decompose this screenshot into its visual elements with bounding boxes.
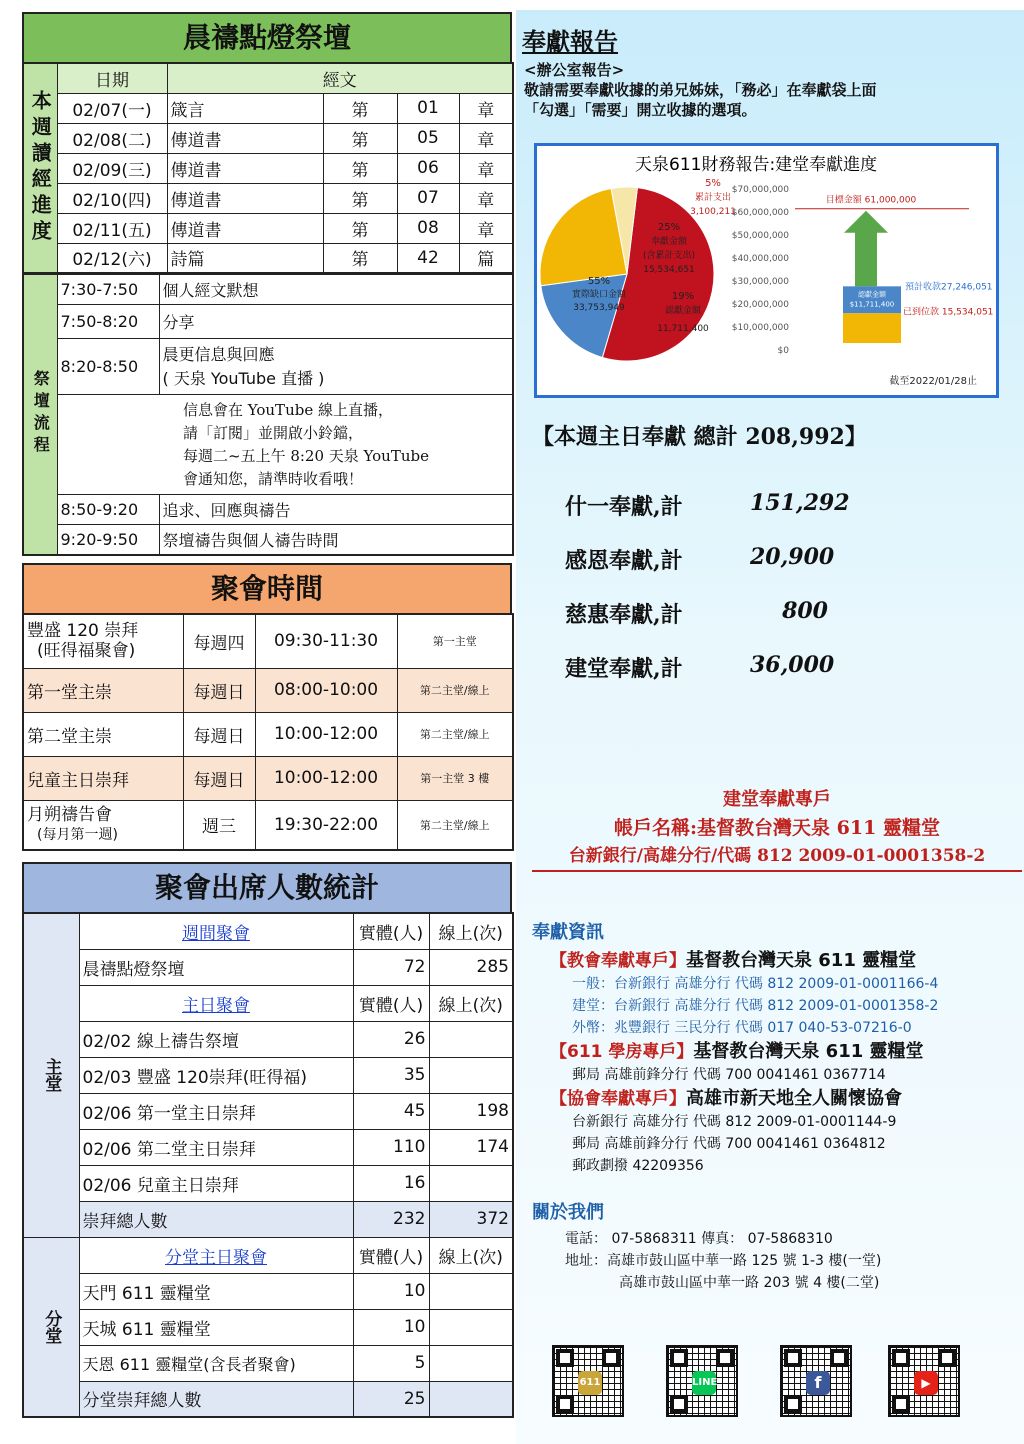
flow-item-line: ( 天泉 YouTube 直播 ) <box>162 368 325 388</box>
pledged-value: $11,711,400 <box>849 300 895 309</box>
branch-total: 25 <box>353 1381 429 1417</box>
flow-item: 個人經文默想 <box>159 275 513 305</box>
total-physical: 232 <box>353 1201 429 1237</box>
pie-label: (含累計支出) <box>642 251 696 261</box>
qr-code-line[interactable] <box>666 1345 738 1417</box>
offering-amount: 20,900 <box>750 544 835 570</box>
meeting-time: 09:30-11:30 <box>255 614 397 668</box>
meeting-sub: (每月第一週) <box>37 826 118 843</box>
col-date: 日期 <box>57 63 167 93</box>
meeting-name: 兒童主日崇拜 <box>23 756 183 800</box>
account-name: 基督教台灣天泉 611 靈糧堂 <box>686 950 917 971</box>
book: 箴言 <box>167 93 323 123</box>
account-name: 高雄市新天地全人關懷協會 <box>686 1088 902 1109</box>
attendance-table <box>22 912 514 1418</box>
offering-amount: 800 <box>782 598 828 624</box>
meeting-place: 第二主堂/線上 <box>397 668 513 712</box>
prefix: 第 <box>323 153 397 183</box>
total-label: 崇拜總人數 <box>79 1201 353 1237</box>
flow-item-line: 晨更信息與回應 <box>162 344 275 364</box>
meeting-row <box>23 756 513 800</box>
attendance-row <box>23 1273 513 1309</box>
pie-label: 累計支出 <box>694 193 732 203</box>
suffix: 章 <box>459 183 513 213</box>
meeting-time: 10:00-12:00 <box>255 712 397 756</box>
meeting-place: 第一主堂 <box>397 614 513 668</box>
meeting-day: 週三 <box>183 800 255 850</box>
reading-table <box>22 62 514 274</box>
meeting-name-text: 豐盛 120 崇拜 <box>27 621 139 642</box>
account-line: 建堂：台新銀行 高雄分行 代碼 812 2009-01-0001358-2 <box>572 998 939 1014</box>
online-count: 198 <box>429 1093 513 1129</box>
meeting-name: 第二堂主崇 <box>23 712 183 756</box>
meeting-row <box>23 668 513 712</box>
weekly-total: 【本週主日奉獻 總計 208,992】 <box>532 424 867 450</box>
online-count: 174 <box>429 1129 513 1165</box>
flow-side-label: 祭壇流程 <box>23 275 57 555</box>
reading-row <box>23 123 513 153</box>
account-line: 台新銀行 高雄分行 代碼 812 2009-01-0001144-9 <box>572 1114 897 1130</box>
offering-info <box>550 950 1020 1177</box>
reading-row <box>23 243 513 273</box>
building-account-title: 建堂奉獻專戶 <box>723 789 831 810</box>
flow-time: 9:20-9:50 <box>57 525 159 555</box>
axis-tick: $70,000,000 <box>731 185 789 195</box>
pie-label: 5% <box>705 178 721 189</box>
offering-title: 奉獻報告 <box>522 28 618 56</box>
youtube-note <box>159 395 513 495</box>
attendance-title: 聚會出席人數統計 <box>22 862 512 912</box>
meeting-day: 每週日 <box>183 668 255 712</box>
offering-amount: 36,000 <box>750 652 835 678</box>
meeting-day: 每週日 <box>183 756 255 800</box>
progress-arrow-head <box>844 211 888 233</box>
pie-label: 實際缺口金額 <box>571 290 627 300</box>
offering-row <box>565 490 850 521</box>
chart-title: 天泉611財務報告:建堂奉獻進度 <box>635 155 878 175</box>
offering-label: 感恩奉獻,計 <box>565 548 683 574</box>
meeting-row <box>23 712 513 756</box>
pie-label: 11,711,400 <box>657 324 709 334</box>
account-line: 郵局 高雄前鋒分行 代碼 700 0041461 0367714 <box>572 1067 886 1083</box>
physical-count: 35 <box>353 1057 429 1093</box>
chapter: 07 <box>397 183 459 213</box>
flow-time: 8:20-8:50 <box>57 339 159 395</box>
branch-label: 分堂 <box>23 1237 79 1417</box>
note-line: 「勾選」「需要」開立收據的選項。 <box>524 101 757 119</box>
account-line: 一般：台新銀行 高雄分行 代碼 812 2009-01-0001166-4 <box>572 976 939 992</box>
progress-arrow-shaft <box>855 231 877 287</box>
flow-time: 8:50-9:20 <box>57 495 159 525</box>
branch-heading: 分堂主日聚會 <box>79 1237 353 1273</box>
physical-count: 110 <box>353 1129 429 1165</box>
note-line: 敬請需要奉獻收據的弟兄姊妹，「務必」在奉獻袋上面 <box>524 81 877 99</box>
prefix: 第 <box>323 93 397 123</box>
chapter: 01 <box>397 93 459 123</box>
col-online: 線上(次) <box>429 1237 513 1273</box>
offering-info-title: 奉獻資訊 <box>532 922 604 943</box>
offering-label: 什一奉獻,計 <box>565 494 683 520</box>
branch-total-row <box>23 1381 513 1417</box>
attendance-section <box>22 862 512 1418</box>
total-online: 372 <box>429 1201 513 1237</box>
suffix: 章 <box>459 153 513 183</box>
offering-label: 慈惠奉獻,計 <box>565 602 683 628</box>
pie-label: 25% <box>657 222 681 233</box>
qr-code-youtube[interactable] <box>888 1345 960 1417</box>
meeting-time: 08:00-10:00 <box>255 668 397 712</box>
flow-item <box>159 339 513 395</box>
qr-code-facebook[interactable] <box>780 1345 852 1417</box>
book: 傳道書 <box>167 213 323 243</box>
attendance-total-row <box>23 1201 513 1237</box>
axis-tick: $30,000,000 <box>731 277 789 287</box>
note-line: 信息會在 YouTube 線上直播， <box>183 400 393 419</box>
weekday-heading: 週間聚會 <box>79 913 353 949</box>
attendance-row <box>23 1093 513 1129</box>
meeting-name: 02/06 第一堂主日崇拜 <box>79 1093 353 1129</box>
book: 傳道書 <box>167 183 323 213</box>
building-account <box>532 786 1022 872</box>
prefix: 第 <box>323 183 397 213</box>
reading-title: 晨禱點燈祭壇 <box>22 12 512 62</box>
book: 傳道書 <box>167 153 323 183</box>
attendance-row <box>23 1345 513 1381</box>
date: 02/12(六) <box>57 243 167 273</box>
account-line: 外幣：兆豐銀行 三民分行 代碼 017 040-53-07216-0 <box>572 1020 912 1036</box>
meetings-title: 聚會時間 <box>22 563 512 613</box>
attendance-row <box>23 1021 513 1057</box>
account-line: 郵局 高雄前鋒分行 代碼 700 0041461 0364812 <box>572 1136 886 1152</box>
col-physical: 實體(人) <box>353 985 429 1021</box>
account-line: 郵政劃撥 42209356 <box>572 1158 704 1174</box>
suffix: 章 <box>459 123 513 153</box>
online-count <box>429 1021 513 1057</box>
col-online: 線上(次) <box>429 985 513 1021</box>
facebook-icon: f <box>806 1371 830 1395</box>
flow-item: 祭壇禱告與個人禱告時間 <box>159 525 513 555</box>
axis-tick: $0 <box>777 346 789 356</box>
meetings-table <box>22 613 514 851</box>
flow-time: 7:50-8:20 <box>57 305 159 339</box>
branch-name: 天城 611 靈糧堂 <box>79 1309 353 1345</box>
address-1: 地址：高雄市鼓山區中華一路 125 號 1-3 樓(一堂) <box>565 1253 882 1269</box>
account-tag: 【協會奉獻專戶】 <box>550 1089 686 1109</box>
chapter: 08 <box>397 213 459 243</box>
progress-bars <box>732 185 994 387</box>
expected-label: 預計收款27,246,051 <box>905 282 993 293</box>
physical-count: 10 <box>353 1309 429 1345</box>
suffix: 篇 <box>459 243 513 273</box>
meeting-name: 02/06 第二堂主日崇拜 <box>79 1129 353 1165</box>
attendance-row <box>23 1057 513 1093</box>
meeting-name: 02/06 兒童主日崇拜 <box>79 1165 353 1201</box>
suffix: 章 <box>459 93 513 123</box>
meeting-place: 第二主堂/線上 <box>397 712 513 756</box>
note-line: <辦公室報告> <box>524 61 625 79</box>
youtube-icon: ▶ <box>914 1371 938 1395</box>
attendance-row <box>23 949 513 985</box>
attendance-row <box>23 1129 513 1165</box>
attendance-row <box>23 1309 513 1345</box>
note-line: 請「訂閱」並開啟小鈴鐺， <box>183 423 364 442</box>
physical-count: 26 <box>353 1021 429 1057</box>
reading-side-label: 本週讀經進度 <box>23 63 57 273</box>
note-line: 會通知您，請準時收看哦！ <box>183 469 364 488</box>
reading-row <box>23 153 513 183</box>
main-hall-label: 主堂 <box>23 913 79 1237</box>
building-account-name: 帳戶名稱:基督教台灣天泉 611 靈糧堂 <box>614 817 940 839</box>
online-count <box>429 1165 513 1201</box>
pie-label: 奉獻金額 <box>650 237 688 247</box>
meeting-name: 02/03 豐盛 120崇拜(旺得福) <box>79 1057 353 1093</box>
chart-date: 截至2022/01/28止 <box>889 376 977 387</box>
pie-label: 15,534,651 <box>643 265 695 275</box>
book: 詩篇 <box>167 243 323 273</box>
prefix: 第 <box>323 213 397 243</box>
address-2: 高雄市鼓山區中華一路 203 號 4 樓(二堂) <box>619 1275 880 1291</box>
axis-tick: $60,000,000 <box>731 208 789 218</box>
flow-time: 7:30-7:50 <box>57 275 159 305</box>
reading-row <box>23 213 513 243</box>
online-count: 285 <box>429 949 513 985</box>
pie-label: 19% <box>671 291 695 302</box>
611-icon: 611 <box>578 1371 602 1395</box>
pie-label: 33,753,949 <box>573 303 625 313</box>
building-fund-chart <box>534 143 999 398</box>
physical-count: 45 <box>353 1093 429 1129</box>
meeting-name <box>23 800 183 850</box>
flow-item: 分享 <box>159 305 513 339</box>
meeting-name: 02/02 線上禱告祭壇 <box>79 1021 353 1057</box>
prefix: 第 <box>323 123 397 153</box>
meeting-sub: (旺得福聚會) <box>37 641 136 662</box>
branch-name: 天恩 611 靈糧堂(含長者聚會) <box>79 1345 353 1381</box>
branch-name: 天門 611 靈糧堂 <box>79 1273 353 1309</box>
offering-row <box>565 652 835 683</box>
account-tag: 【教會奉獻專戶】 <box>550 951 686 971</box>
line-icon: LINE <box>692 1371 716 1395</box>
chapter: 42 <box>397 243 459 273</box>
axis-tick: $10,000,000 <box>731 323 789 333</box>
received-label: 已到位款 15,534,051 <box>903 307 994 318</box>
date: 02/07(一) <box>57 93 167 123</box>
qr-code-website[interactable] <box>552 1345 624 1417</box>
reading-plan-section <box>22 12 512 556</box>
axis-tick: $50,000,000 <box>731 231 789 241</box>
phone-fax: 電話： 07-5868311 傳真： 07-5868310 <box>565 1231 833 1247</box>
pie <box>540 178 736 361</box>
book: 傳道書 <box>167 123 323 153</box>
altar-flow-table <box>22 274 514 556</box>
account-name: 基督教台灣天泉 611 靈糧堂 <box>693 1041 924 1062</box>
about-title: 關於我們 <box>532 1202 604 1223</box>
attendance-row <box>23 1165 513 1201</box>
physical-count: 5 <box>353 1345 429 1381</box>
date: 02/09(三) <box>57 153 167 183</box>
offering-row <box>565 598 828 629</box>
reading-row <box>23 93 513 123</box>
note-line: 每週二~五上午 8:20 天泉 YouTube <box>183 446 429 465</box>
axis-tick: $20,000,000 <box>731 300 789 310</box>
branch-total-label: 分堂崇拜總人數 <box>79 1381 353 1417</box>
chart-svg <box>537 146 996 395</box>
meeting-day: 每週四 <box>183 614 255 668</box>
meeting-row <box>23 800 513 850</box>
date: 02/08(二) <box>57 123 167 153</box>
account-tag: 【611 學房專戶】 <box>550 1042 694 1062</box>
contact-info <box>565 1228 881 1294</box>
prefix: 第 <box>323 243 397 273</box>
col-physical: 實體(人) <box>353 913 429 949</box>
received-bar <box>843 313 901 343</box>
meeting-name: 第一堂主崇 <box>23 668 183 712</box>
sunday-heading: 主日聚會 <box>79 985 353 1021</box>
physical-count: 16 <box>353 1165 429 1201</box>
meeting-name <box>23 614 183 668</box>
chapter: 06 <box>397 153 459 183</box>
offering-row <box>565 544 835 575</box>
physical-count: 72 <box>353 949 429 985</box>
meeting-name-text: 月朔禱告會 <box>27 804 112 825</box>
online-count <box>429 1057 513 1093</box>
meeting-name: 晨禱點燈祭壇 <box>79 949 353 985</box>
target-label: 目標金額 61,000,000 <box>825 195 917 206</box>
physical-count: 10 <box>353 1273 429 1309</box>
meeting-place: 第二主堂/線上 <box>397 800 513 850</box>
pledged-label: 認獻金額 <box>858 290 886 299</box>
suffix: 章 <box>459 213 513 243</box>
building-account-number: 台新銀行/高雄分行/代碼 812 2009-01-0001358-2 <box>532 842 1022 872</box>
axis-tick: $40,000,000 <box>731 254 789 264</box>
meeting-time: 10:00-12:00 <box>255 756 397 800</box>
meeting-place: 第一主堂 3 樓 <box>397 756 513 800</box>
pie-label: 3,100,211 <box>690 207 736 217</box>
col-physical: 實體(人) <box>353 1237 429 1273</box>
meeting-times-section <box>22 563 512 851</box>
meeting-time: 19:30-22:00 <box>255 800 397 850</box>
pie-label: 55% <box>587 276 611 287</box>
reading-row <box>23 183 513 213</box>
flow-item: 追求、回應與禱告 <box>159 495 513 525</box>
meeting-row <box>23 614 513 668</box>
offering-label: 建堂奉獻,計 <box>565 656 683 682</box>
pie-label: 認獻金額 <box>664 306 702 316</box>
office-note <box>524 60 877 120</box>
date: 02/11(五) <box>57 213 167 243</box>
chapter: 05 <box>397 123 459 153</box>
date: 02/10(四) <box>57 183 167 213</box>
meeting-day: 每週日 <box>183 712 255 756</box>
col-online: 線上(次) <box>429 913 513 949</box>
offering-amount: 151,292 <box>750 490 850 516</box>
col-text: 經文 <box>167 63 513 93</box>
